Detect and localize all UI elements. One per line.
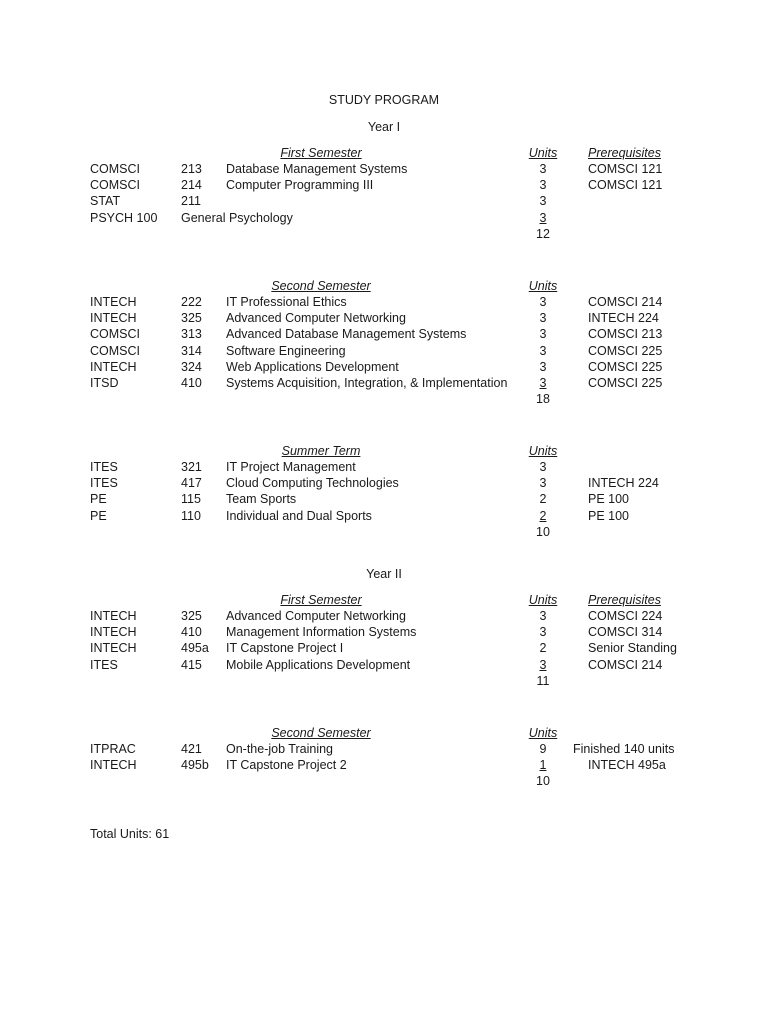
- course-title: Web Applications Development: [226, 359, 399, 374]
- course-dept: COMSCI: [90, 343, 140, 358]
- course-number: 314: [181, 343, 202, 358]
- course-prerequisite: PE 100: [588, 508, 630, 523]
- semester-heading: First Semester: [280, 593, 362, 607]
- course-title: Mobile Applications Development: [226, 657, 411, 672]
- course-title: Computer Programming III: [226, 178, 374, 193]
- course-dept: INTECH: [90, 625, 137, 640]
- year-label: Year II: [366, 567, 402, 581]
- course-dept: COMSCI: [90, 327, 140, 342]
- course-dept: ITES: [90, 657, 118, 672]
- units-heading: Units: [528, 593, 558, 607]
- total-units: Total Units: 61: [90, 827, 170, 841]
- course-units: 3: [539, 295, 547, 309]
- year-label: Year I: [367, 120, 401, 134]
- course-dept: INTECH: [90, 359, 137, 374]
- course-dept: INTECH: [90, 609, 137, 623]
- course-dept: ITES: [90, 476, 118, 491]
- course-title: Database Management Systems: [226, 162, 408, 176]
- course-prerequisite: COMSCI 225: [588, 343, 663, 358]
- course-number: 321: [181, 460, 202, 474]
- course-units: 1: [539, 758, 547, 773]
- course-units: 2: [539, 641, 547, 656]
- page-title: STUDY PROGRAM: [328, 93, 440, 107]
- course-title: IT Capstone Project I: [226, 641, 344, 656]
- course-prerequisite: Senior Standing: [588, 641, 677, 656]
- course-title: Advanced Database Management Systems: [226, 327, 467, 342]
- course-dept: INTECH: [90, 295, 137, 309]
- course-prerequisite: COMSCI 214: [588, 657, 663, 672]
- course-number: 417: [181, 476, 202, 491]
- units-heading: Units: [528, 444, 558, 458]
- course-dept: PSYCH 100: [90, 210, 158, 225]
- course-dept: INTECH: [90, 311, 137, 326]
- course-prerequisite: COMSCI 213: [588, 327, 663, 342]
- course-dept: COMSCI: [90, 178, 140, 193]
- course-units: 3: [539, 210, 547, 225]
- course-prerequisite: COMSCI 224: [588, 609, 663, 623]
- semester-heading: Summer Term: [281, 444, 361, 458]
- course-number: 115: [181, 492, 201, 507]
- course-units: 3: [539, 359, 547, 374]
- course-dept: PE: [90, 508, 107, 523]
- semester-heading: Second Semester: [271, 279, 371, 293]
- course-dept: INTECH: [90, 758, 137, 773]
- course-title: On-the-job Training: [226, 742, 334, 756]
- course-prerequisite: INTECH 224: [588, 476, 659, 491]
- course-prerequisite: INTECH 495a: [588, 758, 666, 773]
- course-units: 3: [539, 625, 547, 640]
- course-title: IT Project Management: [226, 460, 356, 474]
- course-prerequisite: COMSCI 121: [588, 162, 663, 176]
- course-title: Advanced Computer Networking: [226, 311, 406, 326]
- course-number: 222: [181, 295, 202, 309]
- course-number: 410: [181, 376, 202, 390]
- course-title: IT Capstone Project 2: [226, 758, 347, 773]
- course-dept: ITPRAC: [90, 742, 136, 756]
- course-prerequisite: COMSCI 314: [588, 625, 663, 640]
- course-title: Software Engineering: [226, 343, 346, 358]
- course-number: 110: [181, 508, 201, 523]
- prerequisites-heading: Prerequisites: [588, 593, 661, 607]
- course-number: 213: [181, 162, 202, 176]
- course-number: 211: [181, 194, 201, 209]
- course-units: 2: [539, 492, 547, 507]
- course-prerequisite: Finished 140 units: [573, 742, 675, 756]
- course-dept: INTECH: [90, 641, 137, 656]
- course-number: 324: [181, 359, 202, 374]
- course-units: 3: [539, 460, 547, 474]
- semester-total-units: 10: [536, 774, 550, 789]
- course-title: Management Information Systems: [226, 625, 417, 640]
- units-heading: Units: [528, 279, 558, 293]
- semester-total-units: 10: [536, 524, 550, 539]
- course-units: 3: [539, 327, 547, 342]
- prerequisites-heading: Prerequisites: [588, 146, 661, 160]
- course-title: Systems Acquisition, Integration, & Implementation: [226, 376, 508, 390]
- course-units: 3: [539, 311, 547, 326]
- course-prerequisite: COMSCI 225: [588, 359, 663, 374]
- course-number: 313: [181, 327, 202, 342]
- course-units: 2: [539, 508, 547, 523]
- semester-heading: First Semester: [280, 146, 362, 160]
- course-number: 415: [181, 657, 202, 672]
- units-heading: Units: [528, 726, 558, 740]
- course-prerequisite: COMSCI 121: [588, 178, 663, 193]
- course-title: Advanced Computer Networking: [226, 609, 406, 623]
- course-number: 495a: [181, 641, 209, 656]
- course-title: IT Professional Ethics: [226, 295, 347, 309]
- course-title: Team Sports: [226, 492, 297, 507]
- course-title: Individual and Dual Sports: [226, 508, 372, 523]
- course-number: 325: [181, 609, 202, 623]
- semester-total-units: 12: [536, 226, 550, 241]
- semester-heading: Second Semester: [271, 726, 371, 740]
- course-dept: STAT: [90, 194, 121, 209]
- course-units: 9: [539, 742, 547, 756]
- course-dept: ITES: [90, 460, 118, 474]
- units-heading: Units: [528, 146, 558, 160]
- course-number: 214: [181, 178, 202, 193]
- course-prerequisite: COMSCI 214: [588, 295, 663, 309]
- course-number: General Psychology: [181, 210, 293, 225]
- course-prerequisite: COMSCI 225: [588, 376, 663, 390]
- semester-total-units: 11: [536, 673, 550, 688]
- course-units: 3: [539, 476, 547, 491]
- course-units: 3: [539, 194, 547, 209]
- course-units: 3: [539, 343, 547, 358]
- course-units: 3: [539, 609, 547, 623]
- course-dept: PE: [90, 492, 107, 507]
- semester-total-units: 18: [536, 392, 550, 407]
- course-units: 3: [539, 178, 547, 193]
- course-dept: COMSCI: [90, 162, 140, 176]
- course-number: 421: [181, 742, 202, 756]
- course-number: 325: [181, 311, 202, 326]
- course-number: 495b: [181, 758, 209, 773]
- course-units: 3: [539, 657, 547, 672]
- course-units: 3: [539, 162, 547, 176]
- course-prerequisite: INTECH 224: [588, 311, 659, 326]
- course-dept: ITSD: [90, 376, 119, 390]
- course-title: Cloud Computing Technologies: [226, 476, 399, 491]
- course-number: 410: [181, 625, 202, 640]
- course-prerequisite: PE 100: [588, 492, 630, 507]
- course-units: 3: [539, 376, 547, 390]
